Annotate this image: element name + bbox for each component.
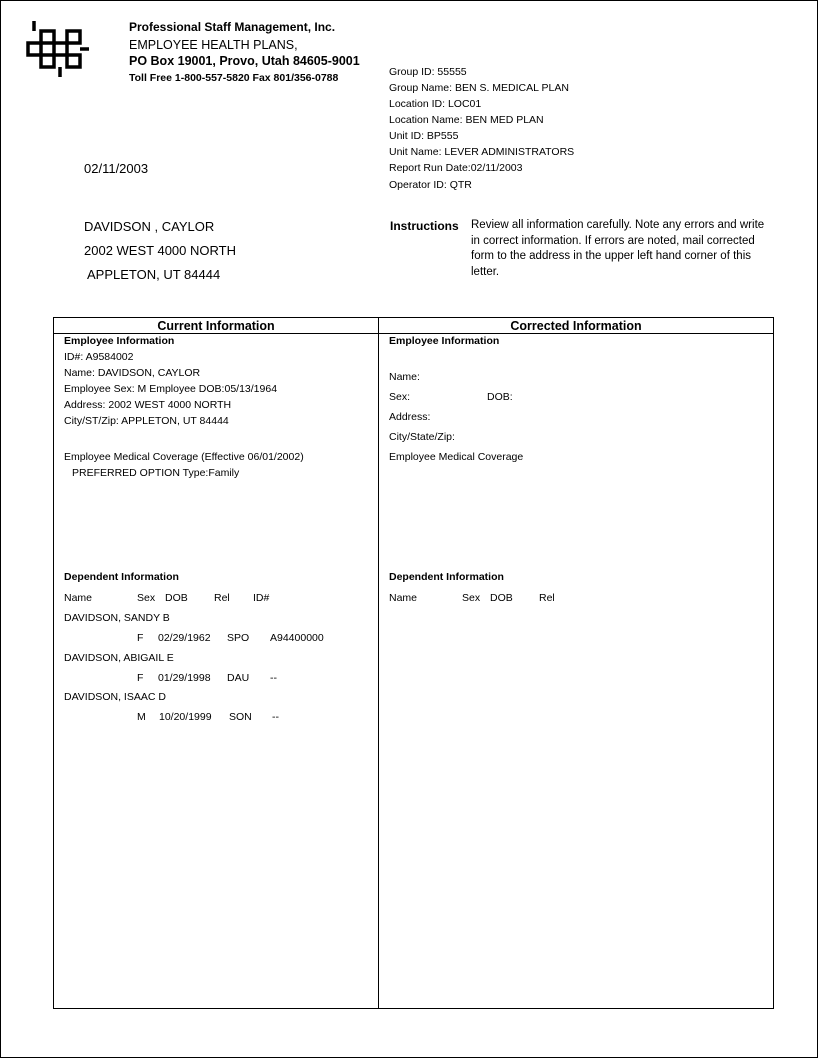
corrected-dep-col-name: Name: [389, 592, 418, 604]
group-name: Group Name: BEN S. MEDICAL PLAN: [389, 82, 569, 94]
corrected-employee-heading: Employee Information: [389, 335, 500, 347]
recipient-name: DAVIDSON , CAYLOR: [84, 219, 215, 234]
current-dependent-heading: Dependent Information: [64, 571, 179, 583]
dep-col-dob: DOB: [165, 592, 188, 604]
corrected-city-label: City/State/Zip:: [389, 431, 455, 443]
instructions-text: Review all information carefully. Note any errors and write in correct information. If errors are noted, mail corrected form to the address in the upper left hand corner of this letter.: [471, 219, 765, 278]
dependent-rel: SPO: [227, 632, 250, 644]
corrected-dob-label: DOB:: [487, 391, 513, 403]
current-info-header: Current Information: [157, 319, 275, 333]
current-employee-name: Name: DAVIDSON, CAYLOR: [64, 367, 201, 379]
current-coverage-plan: PREFERRED OPTION Type:Family: [72, 467, 240, 479]
company-address: PO Box 19001, Provo, Utah 84605-9001: [129, 54, 360, 68]
current-employee-city: City/ST/Zip: APPLETON, UT 84444: [64, 415, 229, 427]
dep-col-name: Name: [64, 592, 93, 604]
corrected-sex-label: Sex:: [389, 391, 411, 403]
corrected-name-label: Name:: [389, 371, 420, 383]
corrected-coverage-label: Employee Medical Coverage: [389, 451, 524, 463]
operator-id: Operator ID: QTR: [389, 179, 472, 191]
dependent-sex: M: [137, 711, 146, 723]
corrected-dep-col-rel: Rel: [539, 592, 555, 604]
unit-name: Unit Name: LEVER ADMINISTRATORS: [389, 146, 575, 158]
company-plans: EMPLOYEE HEALTH PLANS,: [129, 38, 298, 52]
current-employee-heading: Employee Information: [64, 335, 175, 347]
recipient-city: APPLETON, UT 84444: [87, 267, 221, 282]
dependent-id: --: [272, 711, 279, 723]
dependent-dob: 01/29/1998: [158, 672, 211, 684]
dependent-dob: 10/20/1999: [159, 711, 212, 723]
dependent-name: DAVIDSON, ISAAC D: [64, 691, 166, 703]
dep-col-id: ID#: [253, 592, 270, 604]
company-logo-icon: [25, 19, 91, 79]
dependent-rel: DAU: [227, 672, 250, 684]
corrected-dep-col-dob: DOB: [490, 592, 513, 604]
dependent-dob: 02/29/1962: [158, 632, 211, 644]
report-run-date: Report Run Date:02/11/2003: [389, 162, 523, 174]
column-divider: [378, 318, 379, 1008]
letter-date: 02/11/2003: [84, 161, 149, 176]
company-phone: Toll Free 1-800-557-5820 Fax 801/356-0788: [129, 72, 339, 84]
dep-col-rel: Rel: [214, 592, 230, 604]
dependent-name: DAVIDSON, ABIGAIL E: [64, 652, 174, 664]
location-name: Location Name: BEN MED PLAN: [389, 114, 544, 126]
dep-col-sex: Sex: [137, 592, 156, 604]
dependent-id: --: [270, 672, 277, 684]
corrected-dep-col-sex: Sex: [462, 592, 481, 604]
dependent-rel: SON: [229, 711, 252, 723]
dependent-sex: F: [137, 672, 144, 684]
current-employee-address: Address: 2002 WEST 4000 NORTH: [64, 399, 232, 411]
current-employee-sex-dob: Employee Sex: M Employee DOB:05/13/1964: [64, 383, 278, 395]
group-id: Group ID: 55555: [389, 66, 467, 78]
dependent-id: A94400000: [270, 632, 324, 644]
current-coverage: Employee Medical Coverage (Effective 06/01/2002): [64, 451, 304, 463]
recipient-street: 2002 WEST 4000 NORTH: [84, 243, 236, 258]
header-rule: [54, 333, 773, 334]
dependent-sex: F: [137, 632, 144, 644]
corrected-address-label: Address:: [389, 411, 431, 423]
instructions-label: Instructions: [390, 219, 459, 233]
corrected-info-header: Corrected Information: [510, 319, 642, 333]
unit-id: Unit ID: BP555: [389, 130, 459, 142]
company-name: Professional Staff Management, Inc.: [129, 20, 336, 34]
information-table: [53, 317, 774, 1009]
corrected-dependent-heading: Dependent Information: [389, 571, 504, 583]
dependent-name: DAVIDSON, SANDY B: [64, 612, 170, 624]
location-id: Location ID: LOC01: [389, 98, 482, 110]
current-employee-id: ID#: A9584002: [64, 351, 134, 363]
